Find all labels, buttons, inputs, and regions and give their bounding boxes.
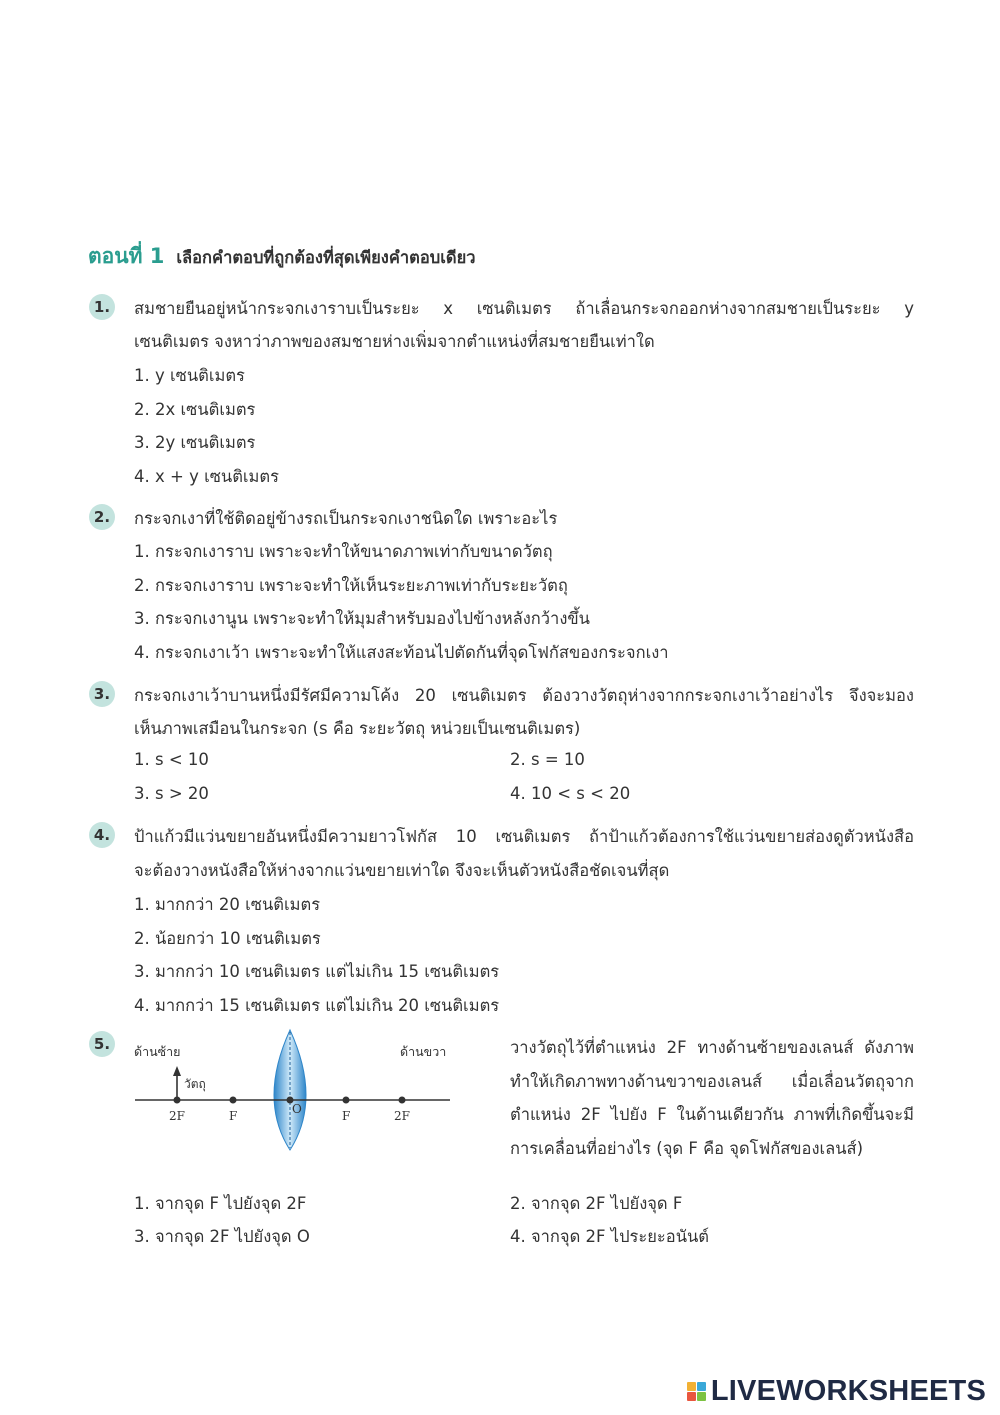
question-5-option-2[interactable]: 2. จากจุด 2F ไปยังจุด F — [510, 1194, 683, 1213]
question-2-option-2[interactable]: 2. กระจกเงาราบ เพราะจะทำให้เห็นระยะภาพเท่ากับระยะวัตถุ — [134, 576, 568, 595]
question-2-option-1[interactable]: 1. กระจกเงาราบ เพราะจะทำให้ขนาดภาพเท่ากับขนาดวัตถุ — [134, 542, 553, 561]
point-2f-left — [174, 1097, 181, 1104]
question-number-2: 2. — [89, 504, 115, 530]
question-1-option-4[interactable]: 4. x + y เซนติเมตร — [134, 467, 280, 486]
question-number-4: 4. — [89, 822, 115, 848]
question-number-5: 5. — [89, 1031, 115, 1057]
point-f-right — [343, 1097, 350, 1104]
part-instruction: เลือกคำตอบที่ถูกต้องที่สุดเพียงคำตอบเดียว — [176, 248, 476, 267]
point-label-2f-left: 2F — [169, 1109, 185, 1123]
question-4-line-2: จะต้องวางหนังสือให้ห่างจากแว่นขยายเท่าใด จึงจะเห็นตัวหนังสือชัดเจนที่สุด — [134, 861, 670, 880]
part-heading — [88, 240, 476, 266]
question-4-line-1: ป้าแก้วมีแว่นขยายอันหนึ่งมีความยาวโฟกัส 10 เซนติเมตร ถ้าป้าแก้วต้องการใช้แว่นขยายส่องดูตัวหนังสือ — [134, 827, 914, 846]
question-3-line-1: กระจกเงาเว้าบานหนึ่งมีรัศมีความโค้ง 20 เซนติเมตร ต้องวางวัตถุห่างจากกระจกเงาเว้าอย่างไร จึงจะมอง — [134, 686, 914, 705]
question-1-option-3[interactable]: 3. 2y เซนติเมตร — [134, 433, 256, 452]
question-4-option-2[interactable]: 2. น้อยกว่า 10 เซนติเมตร — [134, 929, 321, 948]
object-label: วัตถุ — [184, 1077, 206, 1091]
point-label-f-right: F — [342, 1109, 351, 1123]
right-side-label: ด้านขวา — [400, 1044, 447, 1059]
question-2-line-1: กระจกเงาที่ใช้ติดอยู่ข้างรถเป็นกระจกเงาชนิดใด เพราะอะไร — [134, 509, 558, 528]
question-5-option-1[interactable]: 1. จากจุด F ไปยังจุด 2F — [134, 1194, 307, 1213]
logo-text: LIVEWORKSHEETS — [710, 1374, 986, 1407]
question-5-option-4[interactable]: 4. จากจุด 2F ไประยะอนันต์ — [510, 1227, 709, 1246]
question-1-line-2: เซนติเมตร จงหาว่าภาพของสมชายห่างเพิ่มจากตำแหน่งที่สมชายยืนเท่าใด — [134, 332, 655, 351]
logo-square-2 — [697, 1382, 706, 1391]
logo-square-3 — [687, 1392, 696, 1401]
question-3-option-3[interactable]: 3. s > 20 — [134, 784, 209, 803]
question-4-option-1[interactable]: 1. มากกว่า 20 เซนติเมตร — [134, 895, 321, 914]
question-5-option-3[interactable]: 3. จากจุด 2F ไปยังจุด O — [134, 1227, 310, 1246]
logo-square-4 — [697, 1392, 706, 1401]
question-3-option-1[interactable]: 1. s < 10 — [134, 750, 209, 769]
object-arrow-icon — [173, 1066, 181, 1076]
question-number-1: 1. — [89, 294, 115, 320]
question-4-option-4[interactable]: 4. มากกว่า 15 เซนติเมตร แต่ไม่เกิน 20 เซนติเมตร — [134, 996, 500, 1015]
part-title: ตอนที่ 1 — [88, 244, 165, 268]
logo-grid-icon — [687, 1382, 706, 1401]
logo-square-1 — [687, 1382, 696, 1391]
question-5-line-4: การเคลื่อนที่อย่างไร (จุด F คือ จุดโฟกัสของเลนส์) — [510, 1139, 864, 1158]
point-label-f-left: F — [229, 1109, 238, 1123]
question-3-option-4[interactable]: 4. 10 < s < 20 — [510, 784, 631, 803]
question-5-line-2: ทำให้เกิดภาพทางด้านขวาของเลนส์ เมื่อเลื่อนวัตถุจาก — [510, 1072, 914, 1091]
point-f-left — [230, 1097, 237, 1104]
question-1-line-1: สมชายยืนอยู่หน้ากระจกเงาราบเป็นระยะ x เซนติเมตร ถ้าเลื่อนกระจกออกห่างจากสมชายเป็นระยะ y — [134, 299, 914, 318]
question-5-line-1: วางวัตถุไว้ที่ตำแหน่ง 2F ทางด้านซ้ายของเลนส์ ดังภาพ — [510, 1038, 914, 1057]
point-2f-right — [399, 1097, 406, 1104]
question-3-option-2[interactable]: 2. s = 10 — [510, 750, 585, 769]
question-1-option-1[interactable]: 1. y เซนติเมตร — [134, 366, 245, 385]
question-2-option-3[interactable]: 3. กระจกเงานูน เพราะจะทำให้มุมสำหรับมองไปข้างหลังกว้างขึ้น — [134, 609, 590, 628]
question-2-option-4[interactable]: 4. กระจกเงาเว้า เพราะจะทำให้แสงสะท้อนไปตัดกันที่จุดโฟกัสของกระจกเงา — [134, 643, 669, 662]
point-label-2f-right: 2F — [394, 1109, 410, 1123]
point-label-o: O — [292, 1102, 302, 1116]
liveworksheets-logo[interactable] — [687, 1375, 986, 1407]
question-5-line-3: ตำแหน่ง 2F ไปยัง F ในด้านเดียวกัน ภาพที่เกิดขึ้นจะมี — [510, 1105, 914, 1124]
question-number-3: 3. — [89, 681, 115, 707]
left-side-label: ด้านซ้าย — [134, 1044, 181, 1059]
lens-diagram — [130, 1026, 460, 1166]
question-1-option-2[interactable]: 2. 2x เซนติเมตร — [134, 400, 256, 419]
question-4-option-3[interactable]: 3. มากกว่า 10 เซนติเมตร แต่ไม่เกิน 15 เซนติเมตร — [134, 962, 500, 981]
question-3-line-2: เห็นภาพเสมือนในกระจก (s คือ ระยะวัตถุ หน่วยเป็นเซนติเมตร) — [134, 719, 581, 738]
